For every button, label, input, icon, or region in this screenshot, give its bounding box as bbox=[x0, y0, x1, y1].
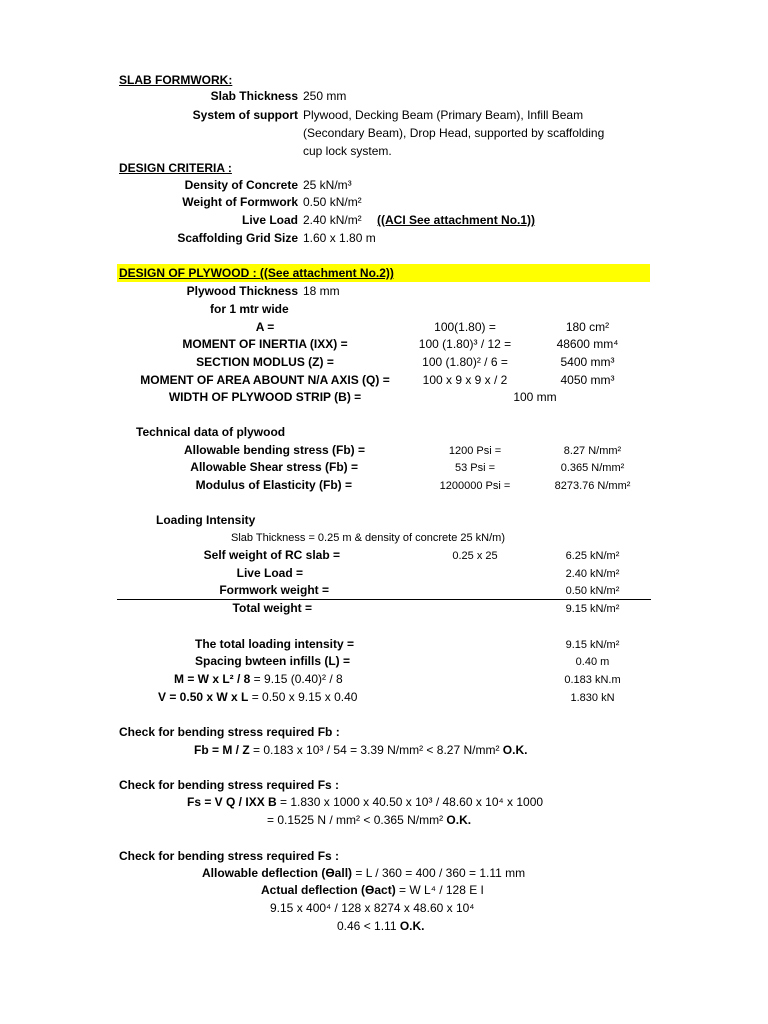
criteria-label: Weight of Formwork bbox=[182, 195, 298, 209]
shear-formula bbox=[158, 689, 357, 705]
prop-label: SECTION MODLUS (Z) = bbox=[196, 355, 334, 369]
shear-formula-bold: V = 0.50 x W x L bbox=[158, 690, 249, 704]
spacing-label: Spacing bwteen infills (L) = bbox=[194, 654, 350, 668]
total-intensity-label: The total loading intensity = bbox=[194, 637, 354, 651]
self-weight-label: Self weight of RC slab = bbox=[203, 548, 340, 562]
formwork-weight-label: Formwork weight = bbox=[219, 583, 329, 597]
tech-value: 8273.76 N/mm² bbox=[554, 480, 631, 492]
deflection-formula: 9.15 x 400⁴ / 128 x 8274 x 48.60 x 10⁴ bbox=[270, 901, 475, 915]
prop-result: 180 cm² bbox=[565, 320, 610, 334]
allowable-deflection-rest: = L / 360 = 400 / 360 = 1.11 mm bbox=[352, 866, 526, 880]
plywood-thickness-value: 18 mm bbox=[303, 284, 340, 298]
loading-intensity-heading: Loading Intensity bbox=[156, 513, 256, 527]
tech-value: 8.27 N/mm² bbox=[563, 445, 622, 457]
slab-thickness-value: 250 mm bbox=[303, 89, 347, 103]
allowable-deflection bbox=[202, 865, 525, 881]
total-weight-label: Total weight = bbox=[232, 601, 312, 615]
shear-value: 1.830 kN bbox=[570, 692, 615, 704]
moment-formula-bold: M = W x L² / 8 bbox=[174, 672, 251, 686]
total-intensity-value: 9.15 kN/m² bbox=[565, 639, 620, 651]
moment-value: 0.183 kN.m bbox=[564, 674, 621, 686]
criteria-value: 2.40 kN/m² bbox=[303, 213, 362, 227]
support-line-2: (Secondary Beam), Drop Head, supported by scaffolding bbox=[303, 126, 605, 140]
plywood-width-label: WIDTH OF PLYWOOD STRIP (B) = bbox=[168, 390, 362, 404]
design-criteria-heading: DESIGN CRITERIA : bbox=[119, 161, 232, 175]
for-1-mtr-wide-label: for 1 mtr wide bbox=[210, 302, 289, 316]
prop-formula: 100 x 9 x 9 x / 2 bbox=[422, 373, 508, 387]
fs-check-heading: Check for bending stress required Fs : bbox=[119, 778, 340, 792]
shear-formula-rest: = 0.50 x 9.15 x 0.40 bbox=[248, 690, 358, 704]
fs-check-line-2 bbox=[267, 812, 471, 828]
actual-deflection bbox=[261, 882, 484, 898]
aci-attachment-ref: ((ACI See attachment No.1)) bbox=[377, 213, 536, 227]
criteria-label: Live Load bbox=[241, 213, 298, 227]
deflection-ok: O.K. bbox=[399, 919, 425, 933]
fb-check-bold: Fb = M / Z bbox=[194, 743, 250, 757]
prop-formula: 100(1.80) = bbox=[434, 320, 496, 334]
allowable-deflection-bold: Allowable deflection (Ɵall) bbox=[202, 866, 353, 880]
criteria-value: 1.60 x 1.80 m bbox=[303, 231, 376, 245]
loading-note: Slab Thickness = 0.25 m & density of concrete 25 kN/m) bbox=[231, 532, 506, 544]
plywood-thickness-label: Plywood Thickness bbox=[186, 284, 298, 298]
support-line-1: Plywood, Decking Beam (Primary Beam), Infill Beam bbox=[303, 108, 584, 122]
tech-label: Allowable Shear stress (Fb) = bbox=[190, 460, 358, 474]
fb-check-rest: = 0.183 x 10³ / 54 = 3.39 N/mm² < 8.27 N/mm² bbox=[249, 743, 503, 757]
moment-formula bbox=[174, 671, 343, 687]
prop-formula: 100 (1.80)³ / 12 = bbox=[418, 337, 512, 351]
tech-label: Modulus of Elasticity (Fb) = bbox=[195, 478, 352, 492]
criteria-value: 0.50 kN/m² bbox=[303, 195, 362, 209]
fb-check-formula bbox=[194, 742, 527, 758]
self-weight-value: 6.25 kN/m² bbox=[565, 550, 620, 562]
prop-label: MOMENT OF AREA ABOUNT N/A AXIS (Q) = bbox=[140, 373, 390, 387]
fb-check-ok: O.K. bbox=[502, 743, 528, 757]
tech-psi: 53 Psi = bbox=[454, 462, 496, 474]
tech-label: Allowable bending stress (Fb) = bbox=[183, 443, 365, 457]
criteria-label: Density of Concrete bbox=[184, 178, 298, 192]
fb-check-heading: Check for bending stress required Fb : bbox=[119, 725, 340, 739]
criteria-value: 25 kN/m³ bbox=[303, 178, 352, 192]
prop-result: 4050 mm³ bbox=[560, 373, 615, 387]
criteria-label: Scaffolding Grid Size bbox=[177, 231, 298, 245]
plywood-width-value: 100 mm bbox=[513, 390, 557, 404]
fs-check-bold: Fs = V Q / IXX B bbox=[187, 795, 277, 809]
spacing-value: 0.40 m bbox=[575, 656, 610, 668]
prop-result: 5400 mm³ bbox=[560, 355, 615, 369]
moment-formula-rest: = 9.15 (0.40)² / 8 bbox=[250, 672, 343, 686]
support-label: System of support bbox=[192, 108, 298, 122]
fs-check-rest: = 1.830 x 1000 x 40.50 x 10³ / 48.60 x 10⁴ x 1000 bbox=[276, 795, 544, 809]
fs-check-formula bbox=[187, 794, 543, 810]
actual-deflection-bold: Actual deflection (Ɵact) bbox=[261, 883, 396, 897]
fs-check-ok: O.K. bbox=[446, 813, 472, 827]
deflection-result-text: 0.46 < 1.11 bbox=[337, 919, 400, 933]
tech-psi: 1200000 Psi = bbox=[439, 480, 511, 492]
support-line-3: cup lock system. bbox=[303, 144, 392, 158]
total-weight-value: 9.15 kN/m² bbox=[565, 603, 620, 615]
deflection-check-heading: Check for bending stress required Fs : bbox=[119, 849, 340, 863]
live-load-label: Live Load = bbox=[236, 566, 303, 580]
self-weight-formula: 0.25 x 25 bbox=[452, 550, 498, 562]
formwork-weight-value: 0.50 kN/m² bbox=[565, 585, 620, 597]
slab-formwork-heading: SLAB FORMWORK: bbox=[119, 73, 233, 87]
slab-thickness-label: Slab Thickness bbox=[210, 89, 298, 103]
live-load-value: 2.40 kN/m² bbox=[565, 568, 620, 580]
tech-value: 0.365 N/mm² bbox=[560, 462, 625, 474]
prop-formula: 100 (1.80)² / 6 = bbox=[422, 355, 508, 369]
actual-deflection-rest: = W L⁴ / 128 E I bbox=[395, 883, 484, 897]
prop-result: 48600 mm⁴ bbox=[556, 337, 619, 351]
tech-psi: 1200 Psi = bbox=[448, 445, 502, 457]
prop-label: MOMENT OF INERTIA (IXX) = bbox=[182, 337, 348, 351]
technical-data-heading: Technical data of plywood bbox=[136, 425, 286, 439]
deflection-result bbox=[337, 918, 425, 934]
fs-check-line-2-text: = 0.1525 N / mm² < 0.365 N/mm² bbox=[267, 813, 447, 827]
prop-label: A = bbox=[255, 320, 275, 334]
design-of-plywood-heading: DESIGN OF PLYWOOD : ((See attachment No.2)) bbox=[119, 266, 394, 280]
